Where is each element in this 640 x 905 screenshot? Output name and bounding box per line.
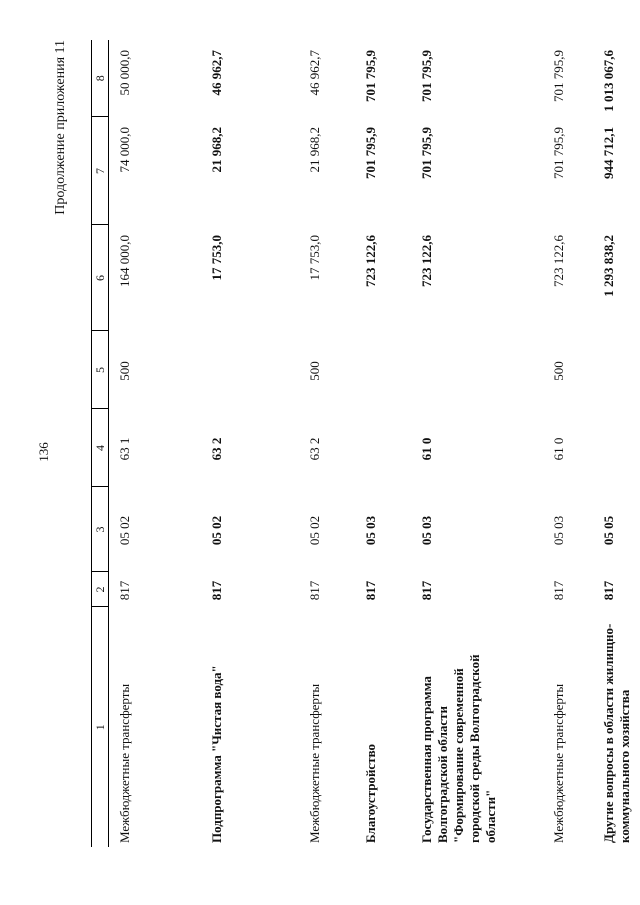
cell-value: 74 000,0 [117, 127, 132, 173]
cell-program: 63 2 [209, 437, 224, 461]
cell-code: 817 [551, 580, 566, 601]
row-name: Межбюджетные трансферты [551, 683, 566, 843]
cell-value: 723 122,6 [363, 235, 378, 287]
table-row [411, 40, 543, 847]
row-name: Государственная программа Волгоградской области "Формирование современной городской среды Волгоградской области" [419, 654, 498, 843]
cell-value: 21 968,2 [307, 127, 322, 173]
cell-code: 817 [363, 580, 378, 601]
cell-value: 701 795,9 [551, 50, 566, 102]
row-name: Межбюджетные трансферты [117, 683, 132, 843]
cell-value: 723 122,6 [419, 235, 434, 287]
row-name: Подпрограмма "Чистая вода" [209, 665, 224, 843]
cell-program: 63 2 [307, 437, 322, 461]
cell-program [355, 409, 411, 487]
cell-section: 05 05 [601, 515, 616, 546]
cell-value: 701 795,9 [419, 50, 434, 102]
table-row [299, 40, 355, 847]
cell-section: 05 03 [363, 515, 378, 546]
column-header: 6 [92, 225, 109, 331]
cell-value: 1 293 838,2 [601, 235, 616, 297]
table-row [109, 40, 202, 847]
table-row [543, 40, 593, 847]
table-row [593, 40, 640, 847]
row-name: Благоустройство [363, 743, 378, 843]
cell-program: 63 1 [117, 437, 132, 461]
appendix-note: Продолжение приложения 11 [53, 40, 68, 215]
cell-code: 817 [117, 580, 132, 601]
budget-table [91, 40, 640, 847]
cell-value: 1 013 067,6 [601, 50, 616, 112]
row-name: Другие вопросы в области жилищно-коммунального хозяйства [601, 623, 632, 843]
column-header: 5 [92, 331, 109, 409]
cell-section: 05 02 [307, 515, 322, 546]
cell-value: 17 753,0 [307, 235, 322, 281]
cell-value: 46 962,7 [307, 50, 322, 96]
cell-type: 500 [117, 361, 132, 381]
cell-code: 817 [209, 580, 224, 601]
cell-value: 944 712,1 [601, 127, 616, 179]
cell-section: 05 02 [209, 515, 224, 546]
cell-value: 17 753,0 [209, 235, 224, 281]
cell-type [355, 331, 411, 409]
row-name: Межбюджетные трансферты [307, 683, 322, 843]
cell-value: 164 000,0 [117, 235, 132, 287]
page-number: 136 [36, 442, 51, 462]
cell-type [593, 331, 640, 409]
cell-section: 05 03 [419, 515, 434, 546]
cell-code: 817 [601, 580, 616, 601]
column-header: 2 [92, 572, 109, 607]
table-row [355, 40, 411, 847]
cell-code: 817 [419, 580, 434, 601]
cell-program [593, 409, 640, 487]
cell-value: 701 795,9 [419, 127, 434, 179]
column-header: 8 [92, 40, 109, 117]
table-header-row [92, 40, 109, 847]
cell-value: 701 795,9 [363, 50, 378, 102]
cell-program: 61 0 [419, 437, 434, 461]
cell-value: 701 795,9 [363, 127, 378, 179]
cell-value: 723 122,6 [551, 235, 566, 287]
cell-type: 500 [551, 361, 566, 381]
column-header: 4 [92, 409, 109, 487]
cell-type [201, 331, 299, 409]
cell-section: 05 02 [117, 515, 132, 546]
cell-section: 05 03 [551, 515, 566, 546]
cell-code: 817 [307, 580, 322, 601]
cell-value: 701 795,9 [551, 127, 566, 179]
column-header: 3 [92, 487, 109, 572]
cell-type: 500 [307, 361, 322, 381]
column-header: 1 [92, 607, 109, 847]
cell-type [411, 331, 543, 409]
cell-value: 21 968,2 [209, 127, 224, 173]
column-header: 7 [92, 117, 109, 225]
cell-program: 61 0 [551, 437, 566, 461]
table-row [201, 40, 299, 847]
cell-value: 50 000,0 [117, 50, 132, 96]
cell-value: 46 962,7 [209, 50, 224, 96]
